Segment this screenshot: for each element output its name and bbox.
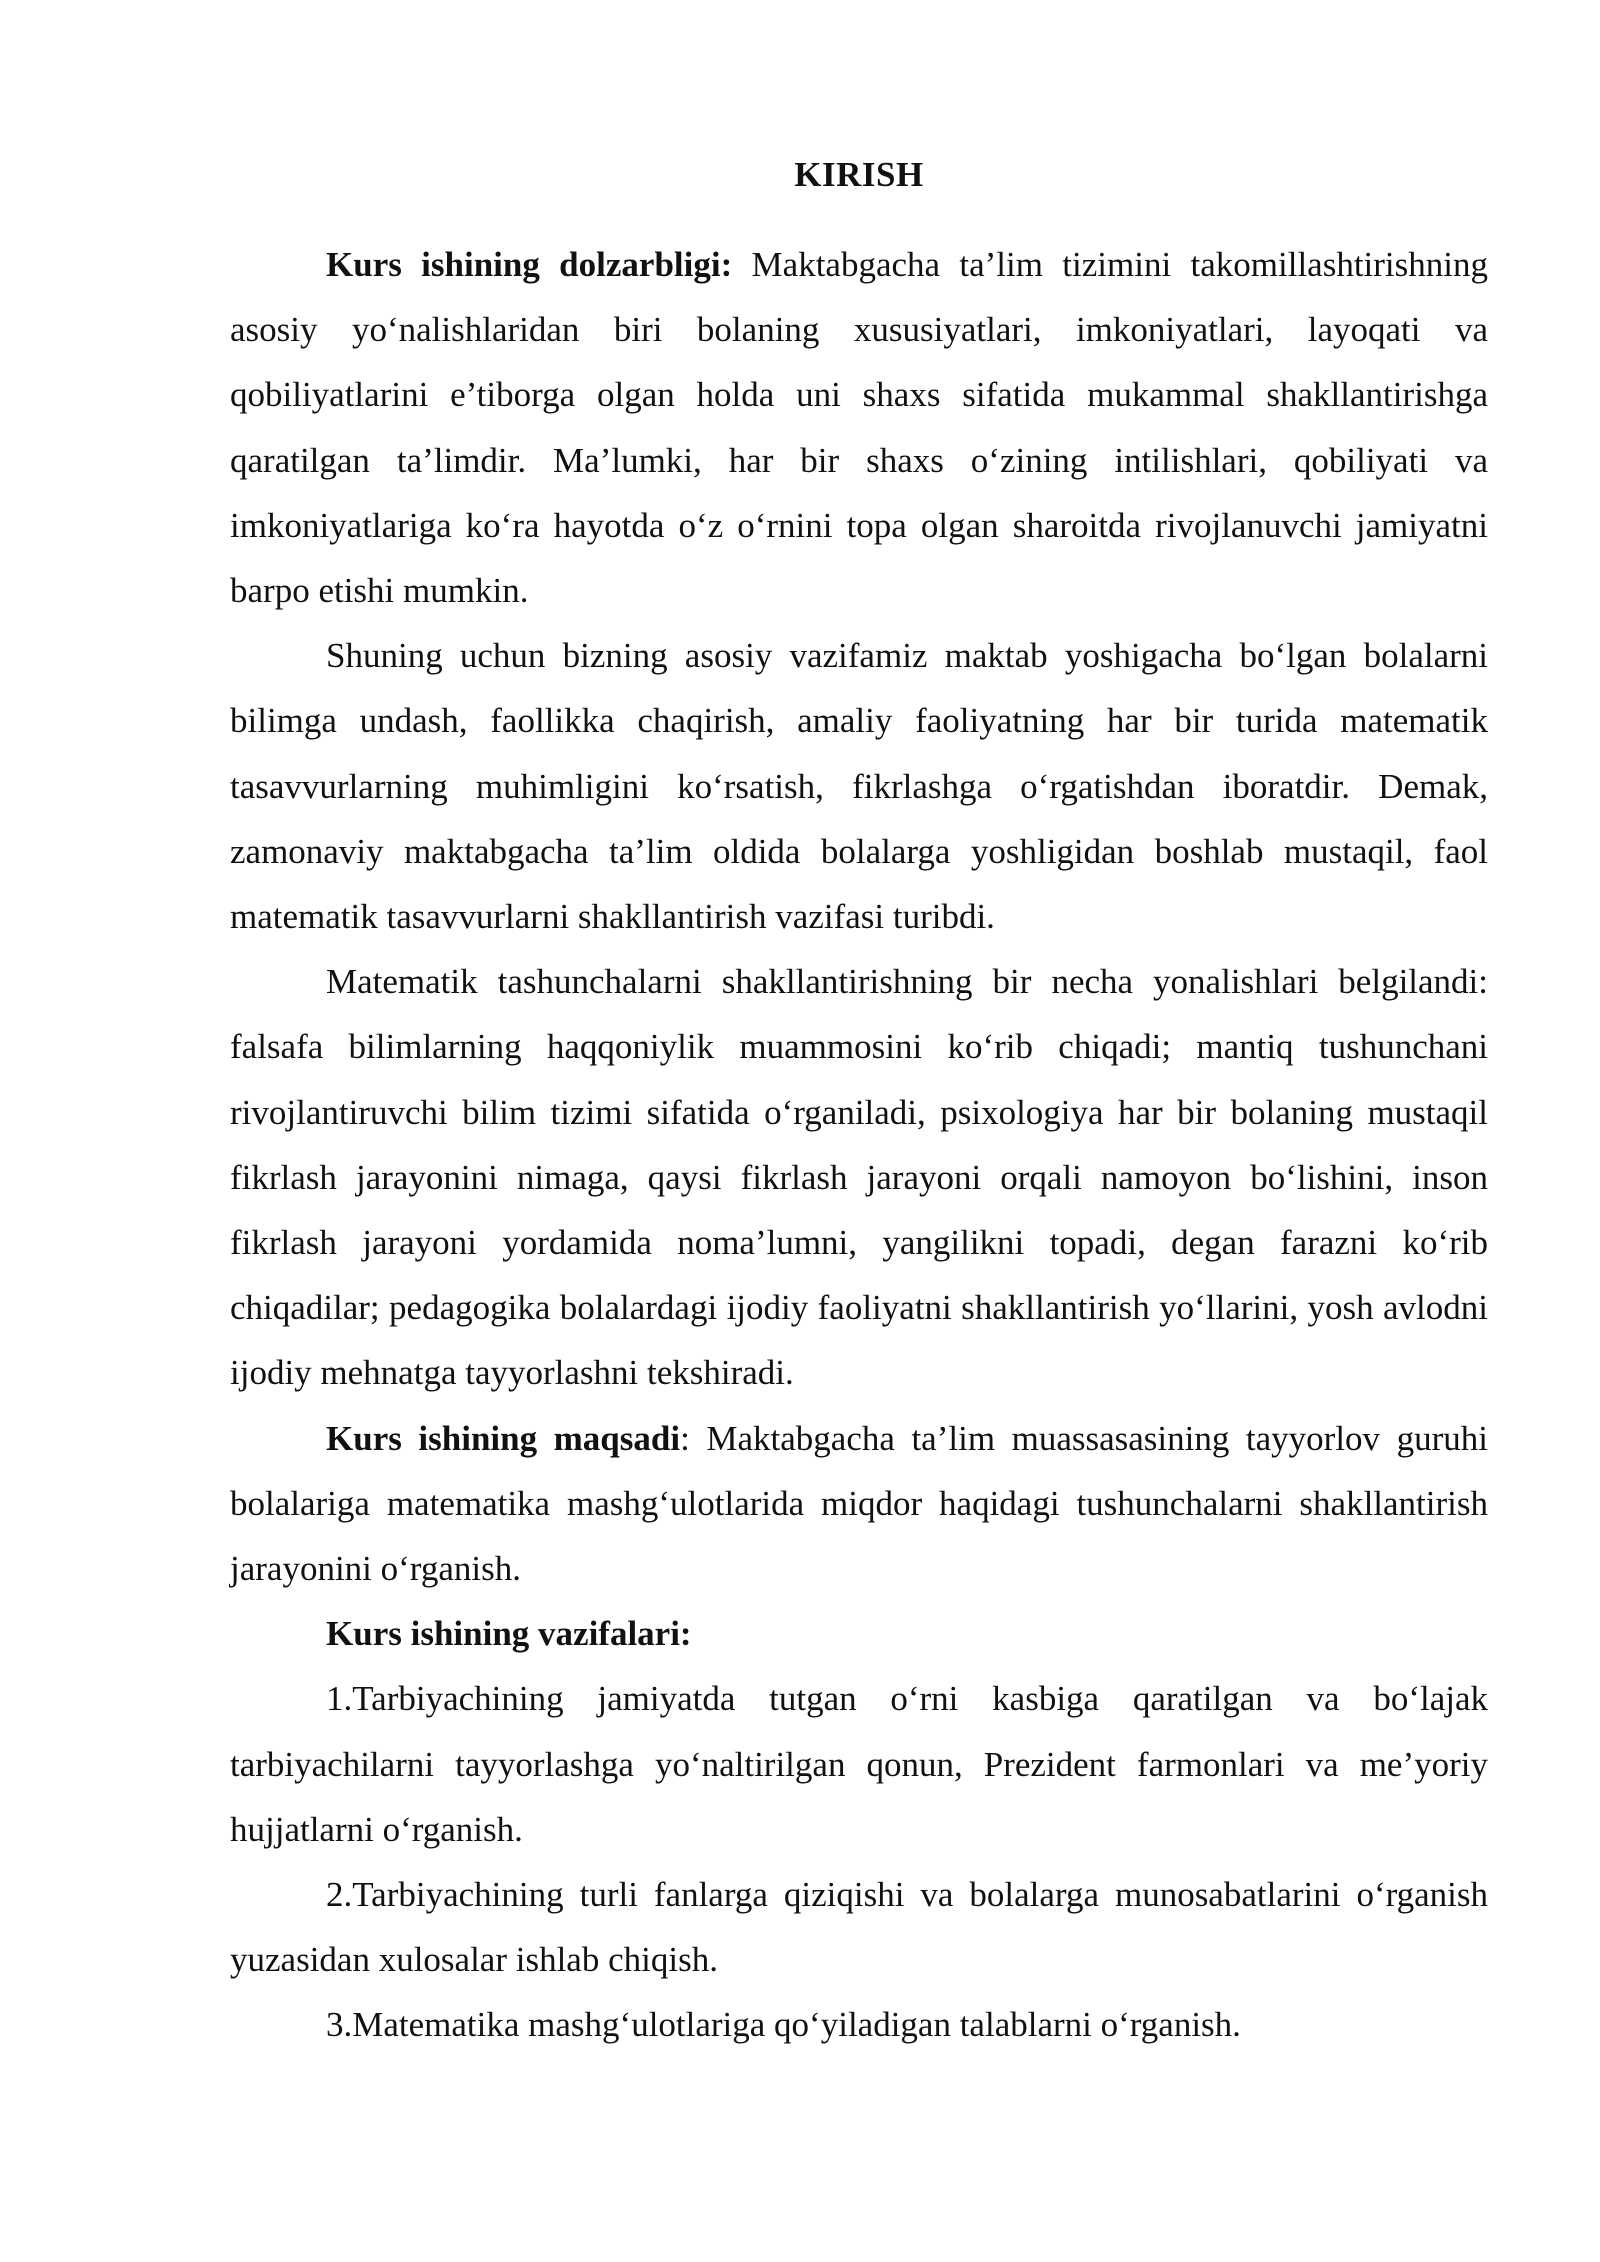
page-title: KIRISH [794,155,924,194]
goal-paragraph [230,1406,1488,1602]
goal-text: : Maktabgacha ta’lim muassasasining tayyorlov guruhi bolalariga matematika mashg‘ulotlarida miqdor haqidagi tushunchalarni shakllantirish jarayonini o‘rganish. [230,1418,1489,1589]
tasks-heading: Kurs ishining vazifalari: [326,1614,692,1654]
document-body [230,148,1488,2058]
tasks-heading-paragraph [230,1601,1488,1666]
goal-heading: Kurs ishining maqsadi [326,1418,681,1458]
relevance-paragraph [230,232,1488,623]
paragraph-2: Shuning uchun bizning asosiy vazifamiz maktab yoshigacha bo‘lgan bolalarni bilimga undash, faollikka chaqirish, amaliy faoliyatning har bir turida matematik tasavvurlarning muhimligini ko‘rsatish, fikrlashga o‘rgatishdan iboratdir. Demak, zamonaviy maktabgacha ta’lim oldida bolalarga yoshligidan boshlab mustaqil, faol matematik tasavvurlarni shakllantirish vazifasi turibdi. [230,636,1488,937]
relevance-text: Maktabgacha ta’lim tizimini takomillashtirishning asosiy yo‘nalishlaridan biri bolaning xususiyatlari, imkoniyatlari, layoqati va qobiliyatlarini e’tiborga olgan holda uni shaxs sifatida mukammal shakllantirishga qaratilgan ta’limdir. Ma’lumki, har bir shaxs o‘zining intilishlari, qobiliyati va imkoniyatlariga ko‘ra hayotda o‘z o‘rnini topa olgan sharoitda rivojlanuvchi jamiyatni barpo etishi mumkin. [230,245,1488,611]
task-item-3: 3.Matematika mashg‘ulotlariga qo‘yiladigan talablarni o‘rganish. [326,2005,1241,2045]
paragraph-3: Matematik tashunchalarni shakllantirishning bir necha yonalishlari belgilandi: falsafa bilimlarning haqqoniylik muammosini ko‘rib chiqadi; mantiq tushunchani rivojlantiruvchi bilim tizimi sifatida o‘rganiladi, psixologiya har bir bolaning mustaqil fikrlash jarayonini nimaga, qaysi fikrlash jarayoni orqali namoyon bo‘lishini, inson fikrlash jarayoni yordamida noma’lumni, yangilikni topadi, degan farazni ko‘rib chiqadilar; pedagogika bolalardagi ijodiy faoliyatni shakllantirish yo‘llarini, yosh avlodni ijodiy mehnatga tayyorlashni tekshiradi. [230,962,1488,1393]
task-item-1: 1.Tarbiyachining jamiyatda tutgan o‘rni kasbiga qaratilgan va bo‘lajak tarbiyachilarni tayyorlashga yo‘naltirilgan qonun, Prezident farmonlari va me’yoriy hujjatlarni o‘rganish. [230,1679,1488,1849]
task-item-2: 2.Tarbiyachining turli fanlarga qiziqishi va bolalarga munosabatlarini o‘rganish yuzasidan xulosalar ishlab chiqish. [230,1875,1488,1980]
relevance-heading: Kurs ishining dolzarbligi: [326,245,733,284]
